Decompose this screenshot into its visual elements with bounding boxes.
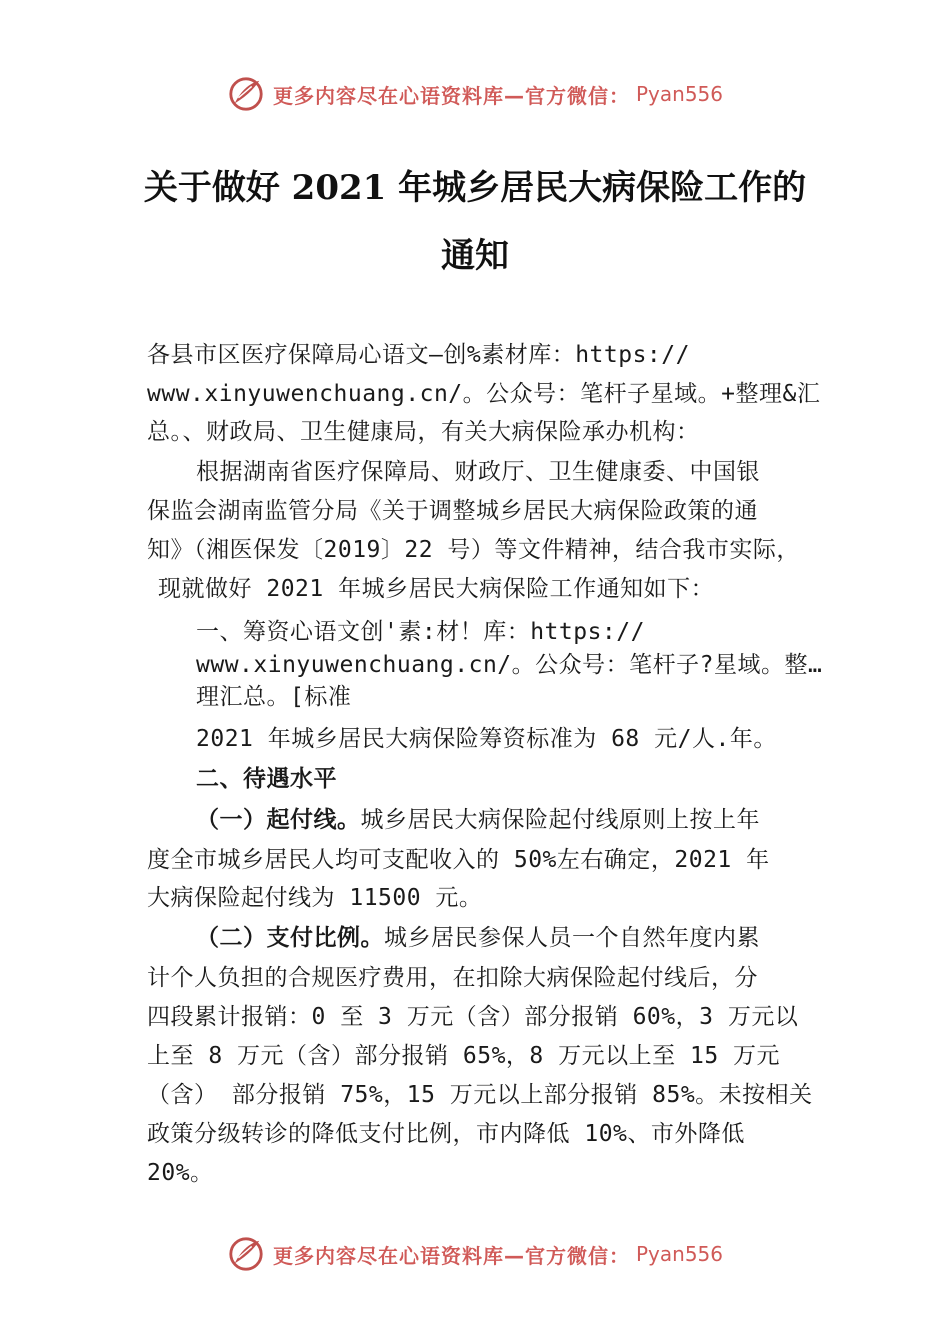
- subheading-payment-ratio: （二）支付比例。: [196, 925, 384, 951]
- brand-logo-icon: [227, 75, 265, 113]
- body-line: 计个人负担的合规医疗费用，在扣除大病保险起付线后，分: [147, 965, 758, 991]
- body-line: 四段累计报销：0 至 3 万元（含）部分报销 60%，3 万元以: [147, 1004, 799, 1030]
- body-line: 2021 年城乡居民大病保险筹资标准为 68 元/人.年。: [196, 726, 777, 752]
- body-line: [196, 919, 760, 952]
- body-line: 保监会湖南监管分局《关于调整城乡居民大病保险政策的通: [147, 498, 758, 524]
- body-line: 根据湖南省医疗保障局、财政厅、卫生健康委、中国银: [196, 459, 760, 485]
- section-heading-1: 一、筹资心语文创'素:材！库：https://: [196, 619, 645, 645]
- watermark-text: 更多内容尽在心语资料库—官方微信：: [272, 83, 630, 108]
- body-line: 现就做好 2021 年城乡居民大病保险工作通知如下：: [158, 576, 715, 602]
- brand-logo-icon: [227, 1235, 265, 1273]
- section-heading-2: 二、待遇水平: [196, 766, 337, 792]
- body-text: 城乡居民大病保险起付线原则上按上年: [360, 807, 760, 833]
- body-line: 20%。: [147, 1160, 214, 1186]
- body-line: www.xinyuwenchuang.cn/。公众号：笔杆子?星域。整…: [196, 652, 823, 678]
- body-line: 知》（湘医保发〔2019〕22 号）等文件精神，结合我市实际，: [147, 537, 800, 563]
- body-line: 度全市城乡居民人均可支配收入的 50%左右确定，2021 年: [147, 847, 770, 873]
- body-line: 上至 8 万元（含）部分报销 65%，8 万元以上至 15 万元: [147, 1043, 781, 1069]
- body-line: （含） 部分报销 75%，15 万元以上部分报销 85%。未按相关: [147, 1082, 813, 1108]
- body-line: 大病保险起付线为 11500 元。: [147, 885, 483, 911]
- watermark-text: 更多内容尽在心语资料库—官方微信：: [272, 1243, 630, 1268]
- body-line: 总。、财政局、卫生健康局，有关大病保险承办机构：: [147, 419, 700, 445]
- body-text: 城乡居民参保人员一个自然年度内累: [384, 925, 760, 951]
- watermark-wechat-id: Pyan556: [635, 1242, 723, 1266]
- body-line: 各县市区医疗保障局心语文—创%素材库：https://: [147, 342, 690, 368]
- subheading-deductible: （一）起付线。: [196, 807, 361, 833]
- watermark-banner-bottom: [0, 1232, 950, 1276]
- document-title-line-1: 关于做好 2021 年城乡居民大病保险工作的: [143, 168, 807, 208]
- body-line: 理汇总。[标准: [196, 684, 352, 710]
- body-line: [196, 801, 760, 834]
- watermark-banner-top: [0, 72, 950, 116]
- body-line: 政策分级转诊的降低支付比例，市内降低 10%、市外降低: [147, 1121, 745, 1147]
- document-title-line-2: 通知: [441, 236, 509, 276]
- body-line: www.xinyuwenchuang.cn/。公众号：笔杆子星域。+整理&汇: [147, 381, 821, 407]
- watermark-wechat-id: Pyan556: [635, 82, 723, 106]
